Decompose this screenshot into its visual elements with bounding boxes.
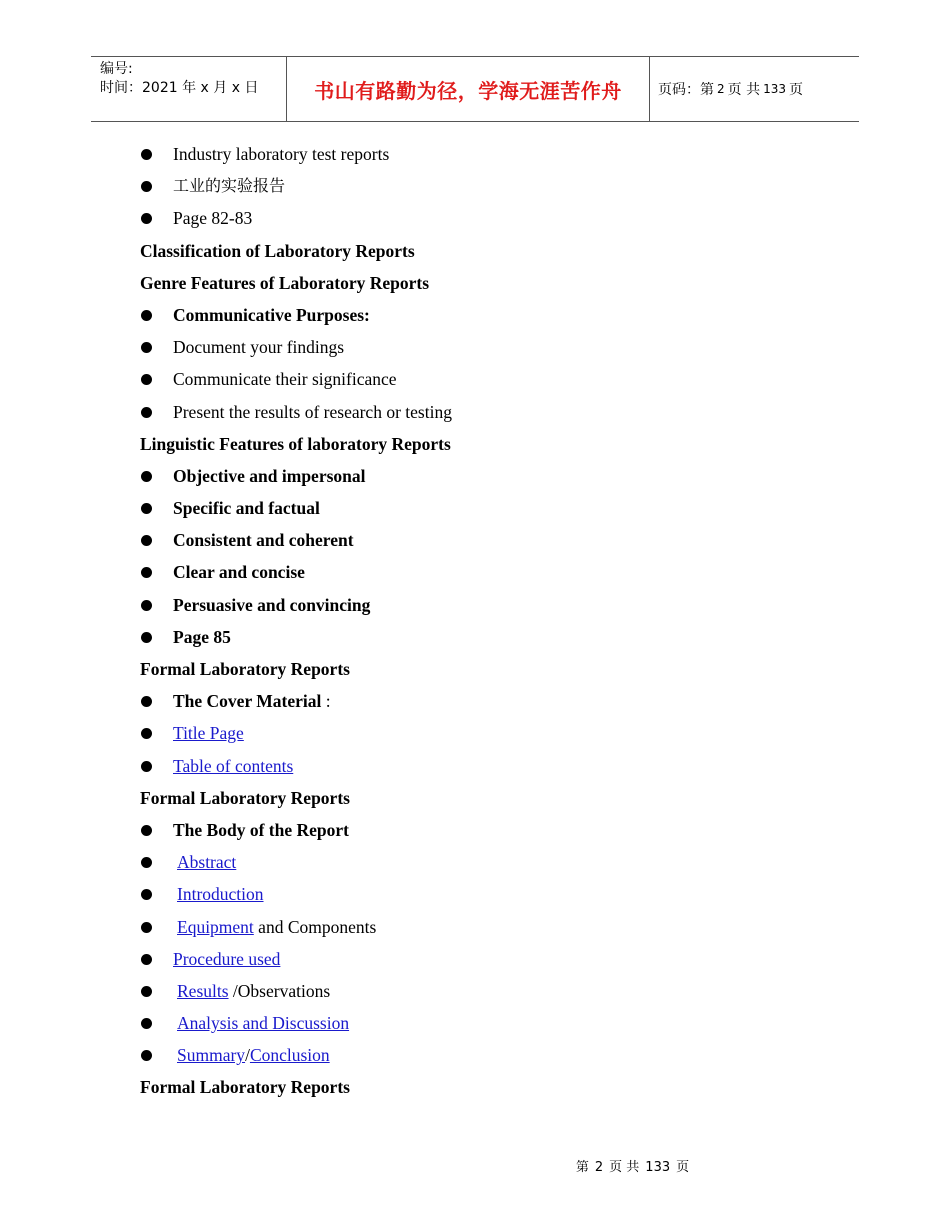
analysis-discussion-link[interactable]: Analysis and Discussion: [177, 1013, 350, 1034]
list-item: [140, 750, 840, 782]
header-page-indicator: [650, 57, 859, 121]
bullet-icon: [141, 471, 152, 482]
bullet-icon: [141, 503, 152, 514]
page-prefix: 页码：第: [658, 82, 714, 98]
number-label: 编号:: [100, 61, 133, 77]
header-motto: 书山有路勤为径，学海无涯苦作舟: [287, 57, 650, 121]
bullet-icon: [141, 149, 152, 160]
results-link[interactable]: Results: [177, 980, 229, 1001]
page-footer: 第 2 页 共 133 页: [575, 1160, 690, 1175]
list-item: Present the results of research or testing: [140, 396, 840, 428]
header-info-cell: [91, 57, 287, 121]
list-item: Objective and impersonal: [140, 460, 840, 492]
footer-page-total: 133: [645, 1160, 671, 1175]
list-item: Summary/Conclusion: [140, 1039, 840, 1071]
list-item: Document your findings: [140, 331, 840, 363]
section-heading: Linguistic Features of laboratory Reports: [140, 433, 451, 454]
list-item: Specific and factual: [140, 492, 840, 524]
bullet-icon: [141, 986, 152, 997]
list-item: Equipment and Components: [140, 911, 840, 943]
bullet-icon: [141, 889, 152, 900]
summary-link[interactable]: Summary: [177, 1045, 246, 1066]
list-item: [140, 878, 840, 910]
section-heading: Formal Laboratory Reports: [140, 1077, 350, 1098]
bullet-icon: [141, 761, 152, 772]
list-item: Industry laboratory test reports: [140, 138, 840, 170]
page-mid: 页 共: [727, 82, 761, 98]
document-body: [140, 138, 840, 1104]
bullet-icon: [141, 728, 152, 739]
bullet-icon: [141, 374, 152, 385]
list-item: Consistent and coherent: [140, 524, 840, 556]
list-item: [140, 717, 840, 749]
section-heading: Classification of Laboratory Reports: [140, 240, 415, 261]
bullet-icon: [141, 632, 152, 643]
list-item: [140, 846, 840, 878]
page-suffix: 页: [789, 82, 803, 98]
bullet-icon: [141, 535, 152, 546]
conclusion-link[interactable]: Conclusion: [249, 1045, 330, 1066]
list-item: Page 82-83: [140, 202, 840, 234]
bullet-icon: [141, 342, 152, 353]
list-item: Communicative Purposes:: [140, 299, 840, 331]
equipment-link[interactable]: Equipment: [177, 916, 254, 937]
list-item: [140, 1007, 840, 1039]
bullet-icon: [141, 567, 152, 578]
bullet-icon: [141, 857, 152, 868]
list-item: 工业的实验报告: [140, 170, 840, 202]
table-of-contents-link[interactable]: Table of contents: [173, 755, 294, 776]
list-item: Communicate their significance: [140, 363, 840, 395]
page-header: [91, 56, 859, 122]
list-item: Page 85: [140, 621, 840, 653]
bullet-icon: [141, 600, 152, 611]
list-item: Persuasive and convincing: [140, 589, 840, 621]
list-item: The Body of the Report: [140, 814, 840, 846]
page-total: 133: [763, 82, 786, 96]
bullet-icon: [141, 825, 152, 836]
bullet-icon: [141, 181, 152, 192]
bullet-icon: [141, 1050, 152, 1061]
bullet-icon: [141, 213, 152, 224]
section-heading: Formal Laboratory Reports: [140, 659, 350, 679]
title-page-link[interactable]: Title Page: [173, 723, 244, 744]
bullet-icon: [141, 922, 152, 933]
abstract-link[interactable]: Abstract: [177, 852, 237, 873]
page-number: 2: [717, 82, 725, 96]
introduction-link[interactable]: Introduction: [177, 884, 264, 905]
bullet-icon: [141, 954, 152, 965]
section-heading: Genre Features of Laboratory Reports: [140, 272, 430, 293]
list-item: Clear and concise: [140, 556, 840, 588]
list-item: The Cover Material :: [140, 685, 840, 717]
section-heading: Formal Laboratory Reports: [140, 787, 350, 808]
list-item: Results /Observations: [140, 975, 840, 1007]
bullet-icon: [141, 407, 152, 418]
procedure-link[interactable]: Procedure used: [173, 948, 281, 969]
time-label: 时间：2021 年 x 月 x 日: [100, 80, 259, 96]
footer-page-number: 2: [594, 1160, 604, 1175]
bullet-icon: [141, 696, 152, 707]
list-item: [140, 943, 840, 975]
bullet-icon: [141, 310, 152, 321]
bullet-icon: [141, 1018, 152, 1029]
